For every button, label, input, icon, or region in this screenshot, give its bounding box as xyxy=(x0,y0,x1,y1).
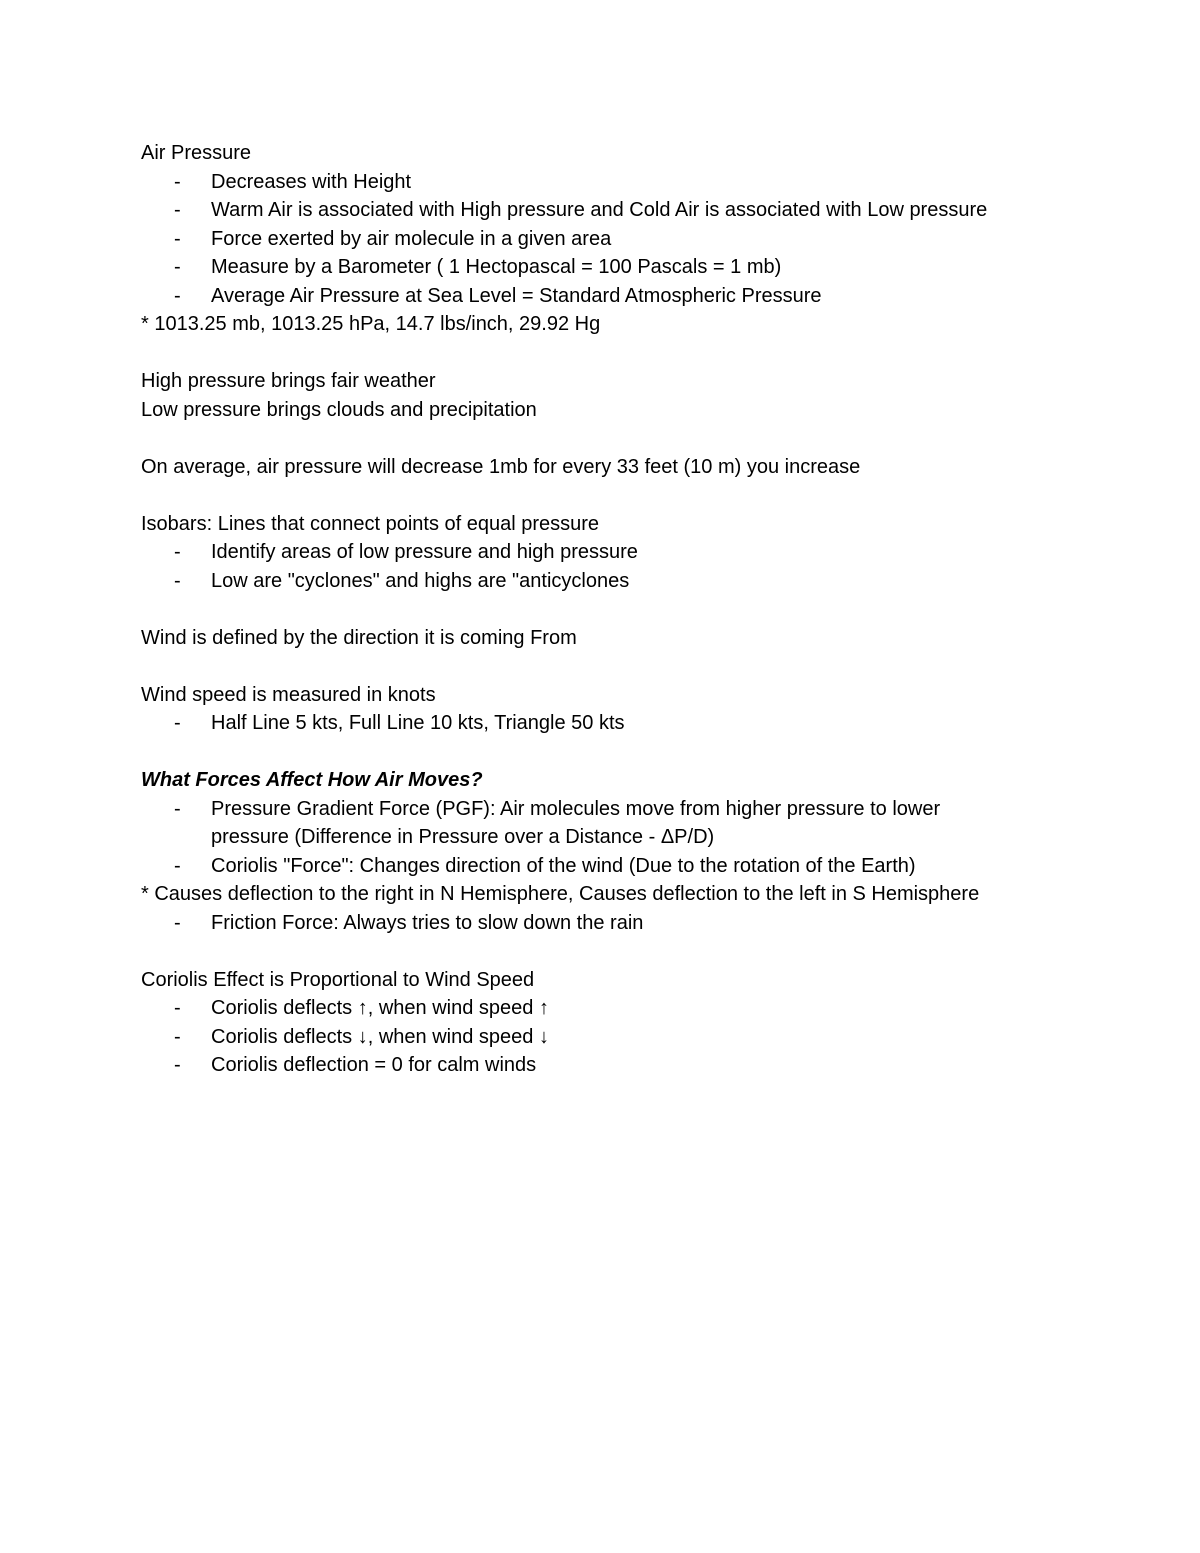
bullet-dash: - xyxy=(174,797,181,820)
deflection-note: * Causes deflection to the right in N Hemisphere, Causes deflection to the left in S Hemisphere xyxy=(141,883,980,905)
list-item-text: Coriolis "Force": Changes direction of the wind (Due to the rotation of the Earth) xyxy=(211,854,916,877)
spacer xyxy=(141,424,1061,453)
list-item-text: Half Line 5 kts, Full Line 10 kts, Triangle 50 kts xyxy=(211,712,625,734)
isobars-title: Isobars: Lines that connect points of equal pressure xyxy=(141,512,600,535)
list-item xyxy=(141,567,1061,596)
list-item xyxy=(141,225,1061,254)
list-item xyxy=(141,994,1061,1023)
list-item xyxy=(141,1023,1061,1052)
list-item-text: Low are "cyclones" and highs are "anticyclones xyxy=(211,569,630,592)
pressure-values-note: * 1013.25 mb, 1013.25 hPa, 14.7 lbs/inch, 29.92 Hg xyxy=(141,313,601,335)
spacer xyxy=(141,937,1061,966)
bullet-dash: - xyxy=(174,712,181,734)
list-item xyxy=(141,709,1061,738)
bullet-dash: - xyxy=(174,284,181,307)
air-pressure-title: Air Pressure xyxy=(141,142,252,164)
average-decrease-line: On average, air pressure will decrease 1mb for every 33 feet (10 m) you increase xyxy=(141,455,861,478)
list-item-text: Pressure Gradient Force (PGF): Air molecules move from higher pressure to lower pressure (Difference in Pressure over a Distance - ΔP/D) xyxy=(211,797,941,848)
list-item-text: Force exerted by air molecule in a given area xyxy=(211,227,612,250)
spacer xyxy=(141,652,1061,681)
list-item-text: Coriolis deflects ↑, when wind speed ↑ xyxy=(211,997,549,1019)
wind-speed-title: Wind speed is measured in knots xyxy=(141,683,436,706)
bullet-dash: - xyxy=(174,854,181,877)
list-item-text: Coriolis deflects ↓, when wind speed ↓ xyxy=(211,1025,549,1048)
list-item-text: Measure by a Barometer ( 1 Hectopascal = 100 Pascals = 1 mb) xyxy=(211,256,782,278)
list-item xyxy=(141,909,1061,938)
list-item-text: Identify areas of low pressure and high pressure xyxy=(211,541,638,563)
bullet-dash: - xyxy=(174,569,181,592)
coriolis-title: Coriolis Effect is Proportional to Wind Speed xyxy=(141,968,535,991)
spacer xyxy=(141,595,1061,624)
bullet-dash: - xyxy=(174,997,181,1019)
list-item-text: Average Air Pressure at Sea Level = Standard Atmospheric Pressure xyxy=(211,284,822,307)
bullet-dash: - xyxy=(174,911,181,934)
wind-defined-line: Wind is defined by the direction it is coming From xyxy=(141,626,577,649)
list-item xyxy=(141,196,1061,225)
bullet-dash: - xyxy=(174,1054,181,1076)
bullet-dash: - xyxy=(174,227,181,250)
low-pressure-line: Low pressure brings clouds and precipitation xyxy=(141,398,537,421)
list-item xyxy=(141,282,1061,311)
list-item-text: Decreases with Height xyxy=(211,170,412,193)
list-item-text: Friction Force: Always tries to slow down the rain xyxy=(211,911,644,934)
document-page xyxy=(141,139,1061,1080)
spacer xyxy=(141,339,1061,368)
list-item-text: Warm Air is associated with High pressure and Cold Air is associated with Low pressure xyxy=(211,199,988,221)
high-pressure-line: High pressure brings fair weather xyxy=(141,370,436,392)
list-item-text: Coriolis deflection = 0 for calm winds xyxy=(211,1054,537,1076)
forces-heading: What Forces Affect How Air Moves? xyxy=(141,769,483,791)
list-item xyxy=(141,852,1061,881)
bullet-dash: - xyxy=(174,256,181,278)
list-item xyxy=(141,1051,1061,1080)
bullet-dash: - xyxy=(174,170,181,193)
bullet-dash: - xyxy=(174,199,181,221)
list-item xyxy=(141,168,1061,197)
list-item xyxy=(141,795,1011,852)
list-item xyxy=(141,253,1061,282)
bullet-dash: - xyxy=(174,1025,181,1048)
spacer xyxy=(141,738,1061,767)
spacer xyxy=(141,481,1061,510)
list-item xyxy=(141,538,1061,567)
bullet-dash: - xyxy=(174,541,181,563)
